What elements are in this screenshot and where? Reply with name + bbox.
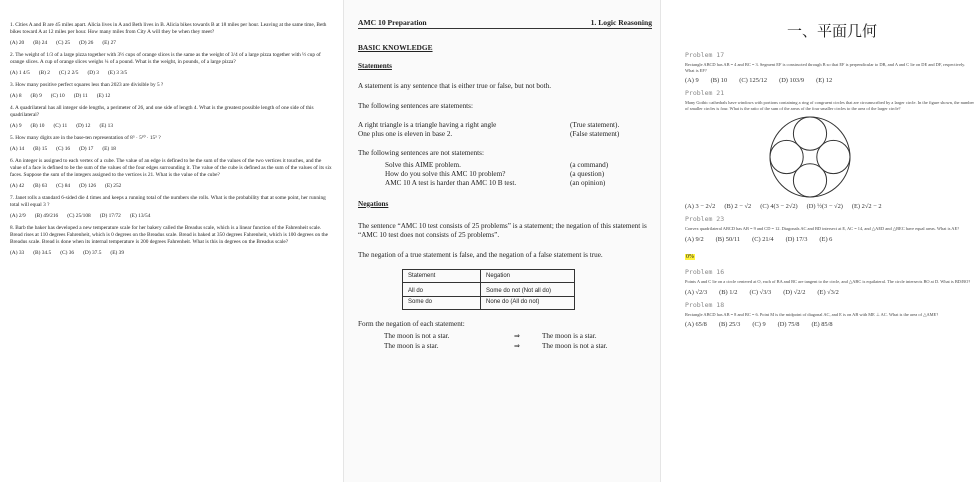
problem-item — [10, 82, 332, 100]
problem-item — [10, 158, 332, 190]
choice: (B) 24 — [33, 40, 48, 46]
table-cell: Some do — [403, 296, 481, 309]
choice: (D) 37.5 — [83, 250, 102, 256]
table-cell: All do — [403, 282, 481, 296]
choice: (D) 3 — [87, 70, 99, 76]
problem-text: 2. The weight of 1/3 of a large pizza together with 3½ cups of orange slices is the same as the weight of 3/4 of a large pizza together with ½ cup of orange slices. A cup of orange slices weighs ¼ of a pound. What is the weight, in pounds, of a large pizza? — [10, 52, 321, 65]
example-note: (True statement). — [570, 121, 620, 130]
problem-block — [685, 89, 975, 210]
answer-choices — [10, 93, 332, 100]
choice: (D) 75/8 — [777, 321, 800, 329]
choice: (E) 12 — [96, 93, 111, 99]
choice: (A) 9 — [685, 77, 699, 85]
choice: (E) 27 — [102, 40, 116, 46]
choice: (E) 252 — [105, 183, 122, 189]
column-header: Negation — [481, 269, 575, 282]
example-sentence: How do you solve this AMC 10 problem? — [385, 169, 506, 178]
table-cell: Some do not (Not all do) — [481, 282, 575, 296]
choice: (E) 6 — [819, 235, 833, 243]
problem-label: Problem 16 — [685, 267, 725, 276]
answer-choices — [685, 77, 975, 84]
page-header — [358, 18, 652, 29]
choice: (A) 42 — [10, 183, 25, 189]
section-title: BASIC KNOWLEDGE — [358, 43, 433, 52]
pair-negation: The moon is a star. — [542, 332, 597, 341]
answer-choices — [685, 203, 975, 210]
answer-choices — [685, 236, 975, 243]
choice: (C) 11 — [53, 123, 68, 129]
choice: (B) 1/2 — [719, 288, 738, 296]
problem-item — [10, 195, 332, 220]
table-cell: None do (All do not) — [481, 296, 575, 309]
problem-label: Problem 17 — [685, 51, 725, 59]
example-sentence: Solve this AIME problem. — [385, 160, 461, 169]
answer-choices — [10, 123, 332, 130]
table-header-row — [403, 269, 575, 282]
problem-label: Problem 18 — [685, 300, 725, 309]
example-row — [358, 170, 652, 179]
statement-definition: A statement is any sentence that is either true or false, but not both. — [358, 82, 552, 90]
example-note: (an opinion) — [570, 178, 606, 187]
answer-choices — [685, 289, 975, 296]
choice: (A) 3 − 2√2 — [685, 203, 716, 211]
problem-text: 6. An integer is assigned to each vertex of a cube. The value of an edge is defined to be the sum of the values of the two vertices it touches, and the value of a face is defined to be the sum of the values of the four edges surrounding it. The value of the cube is defined as the sum of the values of its six faces. Suppose the sum of the integers assigned to the vertices is 21. What is the value of the cube? — [10, 158, 332, 178]
negation-table — [402, 269, 575, 310]
negation-paragraph: The sentence “AMC 10 test consists of 25 problems” is a statement; the negation of this statement is “AMC 10 test does not consists of 25 problems”. — [358, 221, 647, 240]
choice: (A) 14 — [10, 146, 25, 152]
choice: (A) 33 — [10, 250, 25, 256]
choice: (E) √3/2 — [817, 288, 839, 296]
example-row — [358, 179, 652, 188]
choice: (B) 50/11 — [715, 235, 741, 243]
geometry-page — [663, 0, 979, 482]
problem-text: 7. Janet rolls a standard 6-sided die 4 times and keeps a running total of the numbers she rolls. What is the probability that at some point, her running total will equal 3 ? — [10, 195, 326, 208]
negation-paragraph: The negation of a true statement is false, and the negation of a false statement is true. — [358, 250, 603, 259]
problem-text: 3. How many positive perfect squares less than 2023 are divisible by 5 ? — [10, 82, 164, 88]
answer-choices — [10, 213, 332, 220]
answer-choices — [10, 250, 332, 257]
answer-choices — [685, 321, 975, 328]
problem-page-left — [0, 0, 340, 482]
problem-text: Rectangle ABCD has AB = 4 and BC = 3. Segment EF is constructed through B so that EF is perpendicular to DB, and A and C lie on DE and DF, respectively. What is EF? — [685, 62, 966, 73]
not-statements-intro: The following sentences are not statements: — [358, 149, 484, 158]
choice: (B) 10 — [710, 77, 728, 85]
answer-choices — [10, 146, 332, 153]
problem-label: Problem 23 — [685, 215, 725, 224]
problem-block — [685, 301, 975, 329]
example-sentence: A right triangle is a triangle having a right angle — [358, 121, 497, 130]
choice: (E) 85/8 — [811, 321, 833, 329]
choice: (D) 126 — [79, 183, 97, 189]
choice: (A) 8 — [10, 93, 22, 99]
pair-statement: The moon is not a star. — [384, 332, 450, 341]
example-row — [358, 161, 652, 170]
negations-title: Negations — [358, 199, 389, 208]
answer-choices — [10, 70, 332, 77]
problem-text: 8. Barb the baker has developed a new temperature scale for her bakery called the Breadus scale, which is a linear function of the Fahrenheit scale. Bread rises at 110 degrees Fahrenheit, which is 0 degrees on the Breadus scale. Bread is baked at 350 degrees Fahrenheit, which is 100 degrees on the Breadus scale. Bread is done when its internal temperature is 200 degrees Fahrenheit. What is this in degrees on the Breadus scale? — [10, 225, 328, 245]
choice: (E) 18 — [102, 146, 116, 152]
problem-block — [685, 268, 975, 296]
statements-title: Statements — [358, 62, 392, 70]
table-row — [403, 282, 575, 296]
choice: (E) 12 — [816, 77, 833, 85]
choice: (C) 16 — [56, 146, 71, 152]
choice: (D) ½(3 − √2) — [806, 203, 843, 211]
column-header: Statement — [403, 269, 481, 282]
negation-pair — [358, 331, 652, 341]
choice: (D) 11 — [73, 93, 88, 99]
choice: (E) 39 — [110, 250, 125, 256]
choice: (B) 25/3 — [718, 321, 741, 329]
choice: (C) √3/3 — [749, 288, 772, 296]
choice: (A) 2/9 — [10, 213, 26, 219]
answer-choices — [10, 40, 332, 47]
choice: (D) 17 — [79, 146, 94, 152]
choice: (C) 2 2/5 — [59, 70, 79, 76]
choice: (C) 25 — [56, 40, 71, 46]
header-right: 1. Logic Reasoning — [590, 18, 652, 27]
page-title: 一、平面几何 — [787, 22, 878, 40]
statements-intro: The following sentences are statements: — [358, 101, 473, 110]
pair-statement: The moon is a star. — [384, 342, 439, 351]
choice: (C) 84 — [56, 183, 71, 189]
choice: (A) √2/3 — [685, 288, 708, 296]
problem-text: Rectangle ABCD has AB = 8 and BC = 6. Point M is the midpoint of diagonal AC, and E is on AB with ME ⊥ AC. What is the area of △AME? — [685, 311, 939, 317]
pair-negation: The moon is not a star. — [542, 342, 608, 351]
choice: (E) 3 3/5 — [108, 70, 128, 76]
form-negation-intro: Form the negation of each statement: — [358, 319, 465, 328]
choice: (B) 10 — [30, 123, 45, 129]
problem-text: Convex quadrilateral ABCD has AB = 9 and CD = 12. Diagonals AC and BD intersect at E, AC = 14, and △AED and △BEC have equal areas. What is AE? — [685, 226, 960, 232]
choice: (B) 49/216 — [34, 213, 59, 219]
highlight-marker: 0% — [686, 253, 694, 260]
problem-text: 1. Cities A and B are 45 miles apart. Alicia lives in A and Beth lives in B. Alicia bikes towards B at 18 miles per hour. Leaving at the same time, Beth bikes toward A at 12 miles per hour. How many miles from City A will they be when they meet? — [10, 22, 327, 35]
example-sentence: One plus one is eleven in base 2. — [358, 130, 453, 139]
problem-item — [10, 105, 332, 130]
example-row — [358, 130, 652, 139]
example-note: (a command) — [570, 160, 609, 169]
choice: (C) 4(3 − 2√2) — [760, 203, 798, 211]
implies-arrow: ⇒ — [514, 332, 521, 341]
problem-label: Problem 21 — [685, 89, 725, 98]
choice: (A) 1 4/5 — [10, 70, 30, 76]
choice: (A) 20 — [10, 40, 25, 46]
choice: (C) 36 — [60, 250, 75, 256]
example-note: (False statement) — [570, 130, 620, 139]
choice: (D) √2/2 — [783, 288, 806, 296]
problem-text: Points A and C lie on a circle centered at O, each of BA and BC are tangent to the circle, and △ABC is equilateral. The circle intersects BO at D. What is BD/BO? — [685, 278, 971, 284]
problem-item — [10, 52, 332, 77]
choice: (D) 103/9 — [779, 77, 805, 85]
table-row — [403, 296, 575, 309]
choice: (B) 15 — [33, 146, 48, 152]
choice: (D) 17/3 — [785, 235, 808, 243]
choice: (E) 13 — [99, 123, 114, 129]
problem-block — [685, 215, 975, 263]
logic-notes-page — [343, 0, 661, 482]
choice: (B) 2 — [38, 70, 50, 76]
choice: (A) 65/8 — [685, 321, 707, 329]
problem-item — [10, 225, 332, 257]
choice: (C) 25/108 — [67, 213, 91, 219]
choice: (B) 2 − √2 — [724, 203, 752, 211]
problem-text: 4. A quadrilateral has all integer side lengths, a perimeter of 26, and one side of length 4. What is the greatest possible length of one side of this quadrilateral? — [10, 105, 314, 118]
example-note: (a question) — [570, 169, 605, 178]
choice: (D) 17/72 — [99, 213, 121, 219]
statement-examples — [358, 121, 652, 139]
answer-choices — [10, 183, 332, 190]
problem-text: Many Gothic cathedrals have windows with portions containing a ring of congruent circles that are circumscribed by a larger circle. In the figure shown, the number of smaller circles is four. What is the ratio of the sum of the areas of the four smaller circles to the area of the larger circle? — [685, 100, 974, 111]
problem-item — [10, 22, 332, 47]
choice: (D) 26 — [79, 40, 94, 46]
choice: (E) 2√2 − 2 — [851, 203, 882, 211]
choice: (A) 9 — [10, 123, 22, 129]
choice: (E) 13/54 — [129, 213, 151, 219]
choice: (B) 34.5 — [33, 250, 52, 256]
problem-item — [10, 135, 332, 153]
choice: (B) 63 — [33, 183, 48, 189]
choice: (D) 12 — [76, 123, 91, 129]
header-left: AMC 10 Preparation — [358, 18, 427, 27]
four-circles-figure — [768, 115, 852, 199]
choice: (C) 125/12 — [739, 77, 768, 85]
example-row — [358, 121, 652, 130]
choice: (B) 9 — [30, 93, 42, 99]
choice: (C) 21/4 — [752, 235, 774, 243]
problem-block — [685, 51, 975, 84]
example-sentence: AMC 10 A test is harder than AMC 10 B test. — [385, 178, 517, 187]
choice: (C) 10 — [50, 93, 65, 99]
choice: (A) 9/2 — [685, 235, 704, 243]
choice: (C) 9 — [752, 321, 766, 329]
negation-pair — [358, 341, 652, 351]
implies-arrow: ⇒ — [514, 342, 521, 351]
non-statement-examples — [358, 161, 652, 188]
problem-text: 5. How many digits are in the base-ten representation of 8⁵ · 5¹⁰ · 15⁵ ? — [10, 135, 161, 141]
